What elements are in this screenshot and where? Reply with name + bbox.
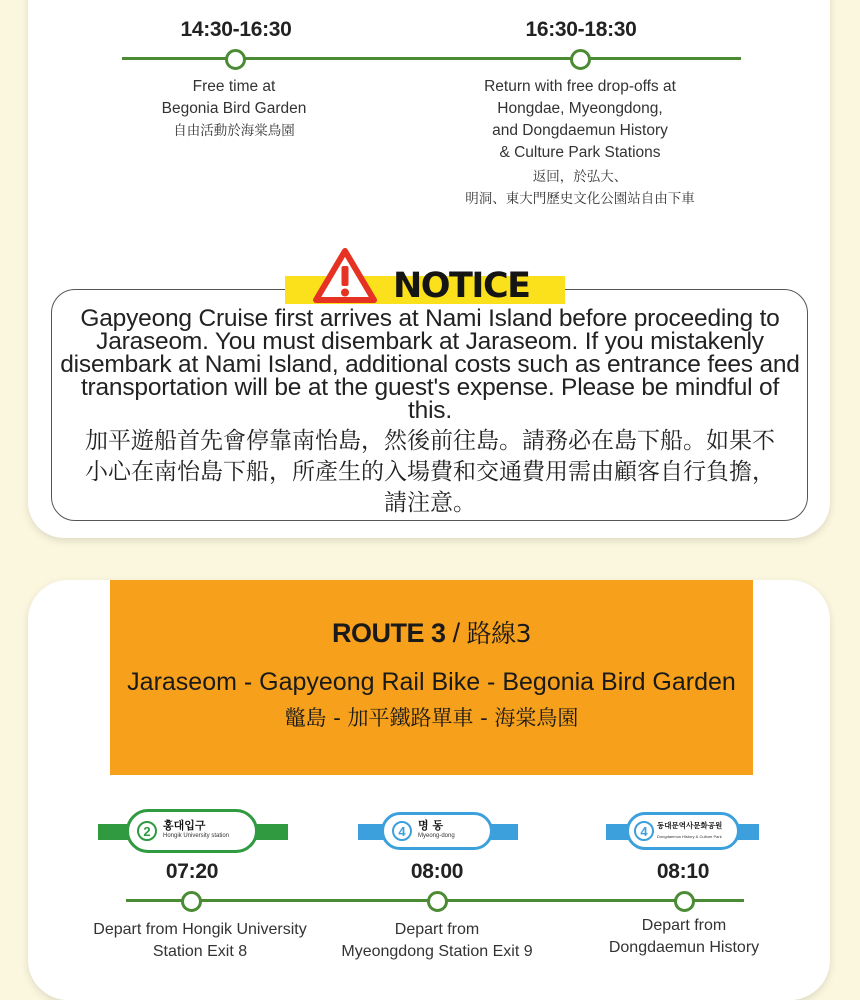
desc-line: Depart from (641, 917, 727, 934)
notice-text-en: Gapyeong Cruise first arrives at Nami Island before proceeding to Jaraseom. You must disembark at Jaraseom. If you mistakenly disembark at Nami Island, additional costs such as entrance fees and transportation will be at the guest's expense. Please be mindful of this. (60, 305, 800, 424)
schedule-time-2: 16:30-18:30 (525, 18, 637, 41)
schedule-desc-2 (432, 76, 728, 210)
station-name-kr: 동대문역사문화공원 (657, 821, 723, 830)
timeline-node (225, 49, 246, 70)
station-name-en: Hongik University station (163, 833, 230, 839)
line-number-badge: 2 (137, 821, 157, 841)
desc-line: Station Exit 8 (152, 943, 248, 960)
line-number-badge: 4 (392, 821, 412, 841)
schedule-desc-1 (132, 76, 336, 142)
station-time-1: 07:20 (165, 860, 219, 883)
desc-line-cn: 自由活動於海棠鳥園 (173, 123, 295, 139)
desc-line: Myeongdong Station Exit 9 (341, 943, 533, 960)
station-name-kr: 명 동 (418, 819, 444, 832)
notice-line-cn: 請注意。 (384, 490, 476, 516)
desc-line: Begonia Bird Garden (161, 100, 307, 117)
notice-line-cn: 加平遊船首先會停靠南怡島，然後前往島。請務必在島下船。如果不 (85, 428, 775, 454)
line-number-badge: 4 (634, 821, 654, 841)
station-name-kr: 홍대입구 (163, 819, 206, 832)
station-badge-dongdaemun (626, 812, 740, 850)
timeline-node (427, 891, 448, 912)
station-time-3: 08:10 (656, 860, 710, 883)
timeline-node (181, 891, 202, 912)
warning-icon (313, 248, 377, 304)
timeline-node (570, 49, 591, 70)
station-name-en: Myeong-dong (418, 833, 455, 839)
desc-line-cn: 明洞、東大門歷史文化公園站自由下車 (465, 191, 695, 207)
timeline-node (674, 891, 695, 912)
station-desc-2 (322, 919, 552, 963)
notice-line-cn: 小心在南怡島下船，所產生的入場費和交通費用需由顧客自行負擔， (85, 459, 775, 485)
desc-line: Free time at (192, 78, 276, 95)
station-badge-myeongdong (381, 812, 493, 850)
route-title-en: ROUTE 3 (332, 618, 446, 648)
station-desc-3 (584, 915, 784, 959)
desc-line: and Dongdaemun History (492, 122, 668, 139)
notice-title: NOTICE (393, 266, 530, 306)
desc-line: Hongdae, Myeongdong, (497, 100, 663, 117)
station-name-en: Dongdaemun History & Culture Park (657, 834, 722, 839)
station-time-2: 08:00 (410, 860, 464, 883)
desc-line: & Culture Park Stations (499, 144, 661, 161)
schedule-time-1: 14:30-16:30 (180, 18, 292, 41)
desc-line: Return with free drop-offs at (484, 78, 676, 95)
desc-line-cn: 返回，於弘大、 (532, 169, 628, 185)
timeline-line (122, 57, 741, 60)
route-path-en: Jaraseom - Gapyeong Rail Bike - Begonia Bird Garden (127, 668, 736, 696)
desc-line: Dongdaemun History (608, 939, 760, 956)
station-desc-1 (78, 919, 322, 963)
notice-text-cn (60, 426, 800, 519)
route-path-cn: 鼈島 - 加平鐵路單車 - 海棠鳥園 (284, 706, 579, 730)
desc-line: Depart from (394, 921, 480, 938)
station-badge-hongik (126, 809, 258, 853)
desc-line: Depart from Hongik University (93, 921, 307, 938)
route-title: ROUTE 3 / 路線3 (332, 618, 531, 648)
route-title-cn: 路線3 (466, 619, 531, 648)
